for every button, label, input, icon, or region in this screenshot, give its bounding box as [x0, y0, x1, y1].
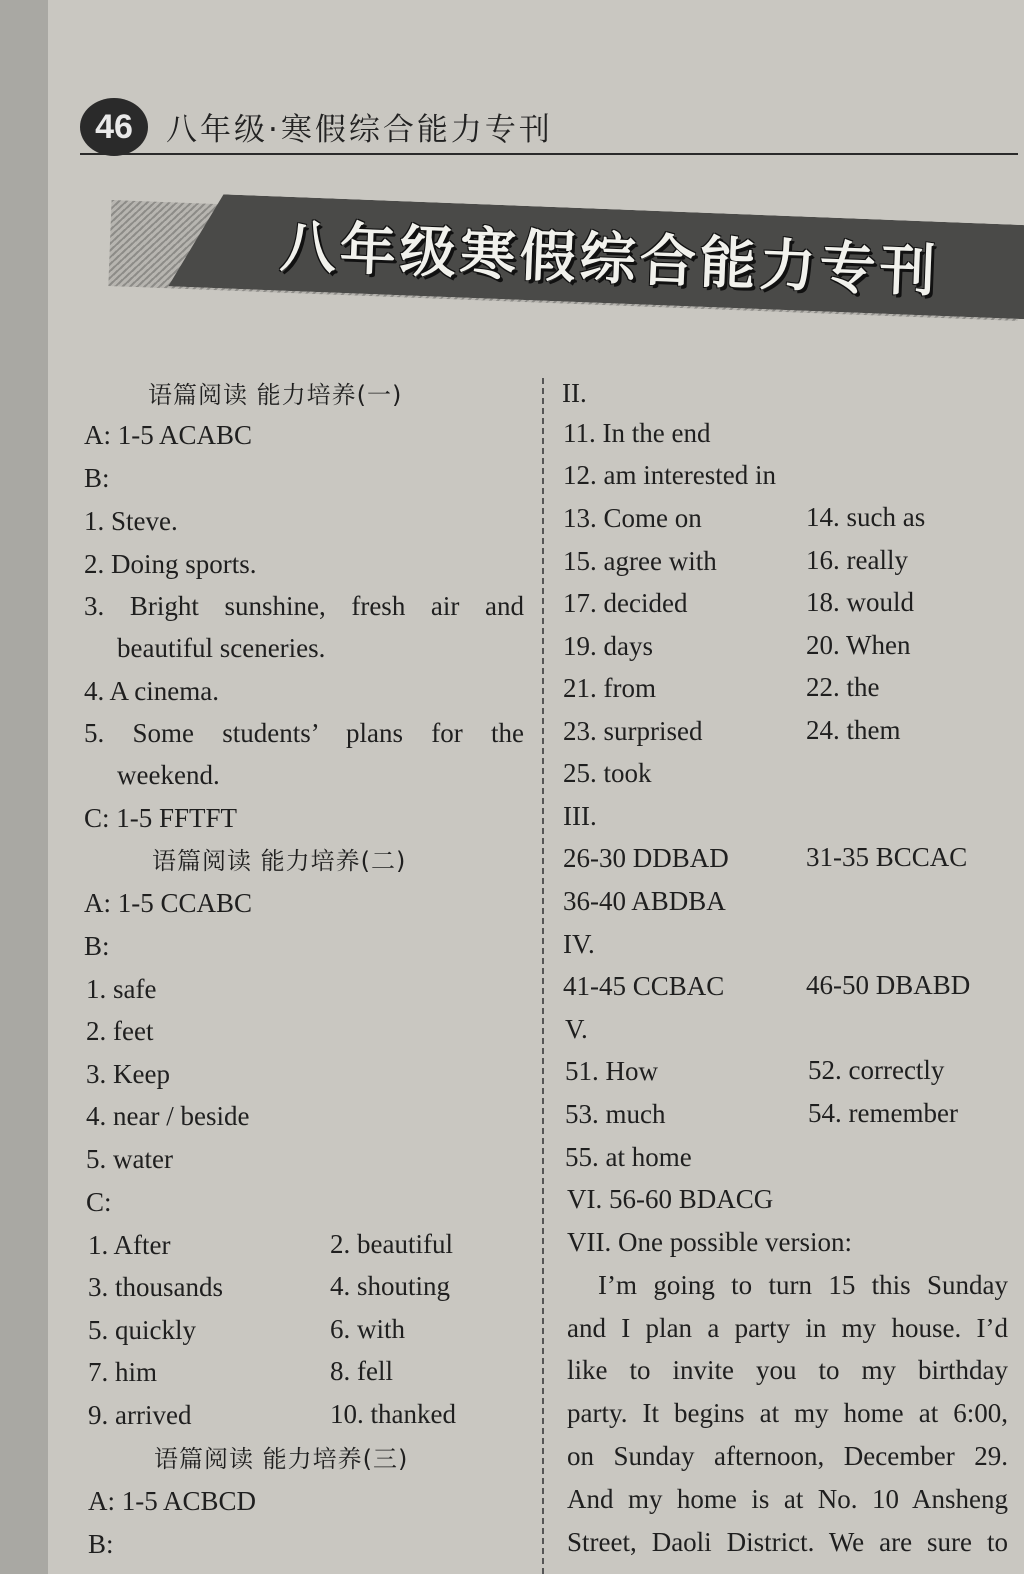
answer-line: 4. A cinema. [84, 676, 219, 706]
header-rule [80, 153, 1018, 155]
section-heading: IV. [563, 929, 595, 959]
answer-line: B: [84, 931, 110, 961]
answer-line: 3. Bright sunshine, fresh air and [84, 591, 524, 621]
page-header [80, 98, 1020, 158]
answer-line: C: 1-5 FFTFT [84, 803, 238, 833]
answer-item: 21. from [563, 673, 656, 703]
answer-item: 24. them [806, 715, 901, 745]
answer-item: 8. fell [330, 1356, 393, 1386]
answer-line: B: [84, 463, 110, 493]
answer-line: 36-40 ABDBA [563, 886, 726, 916]
answer-item: 22. the [806, 672, 880, 702]
answer-line: B: [88, 1529, 114, 1559]
answer-item: 46-50 DBABD [806, 970, 971, 1000]
answer-line: 12. am interested in [563, 460, 776, 490]
banner-title: 八年级寒假综合能力专刊 [278, 214, 941, 305]
answer-item: 41-45 CCBAC [563, 971, 725, 1001]
section-title-1: 语篇阅读 能力培养(一) [148, 381, 403, 409]
section-title-3: 语篇阅读 能力培养(三) [154, 1445, 409, 1473]
answer-item: 3. thousands [88, 1272, 223, 1302]
title-banner [108, 182, 1022, 337]
page-number: 46 [80, 98, 148, 156]
section-title-2: 语篇阅读 能力培养(二) [152, 847, 407, 875]
answer-item: 20. When [806, 630, 911, 660]
section-heading: II. [562, 378, 587, 408]
answer-item: 10. thanked [330, 1399, 456, 1429]
answer-item: 31-35 BCCAC [806, 842, 968, 872]
answer-item: 16. really [806, 545, 908, 575]
answer-item: 13. Come on [563, 503, 702, 533]
answer-item: 53. much [565, 1099, 666, 1129]
answer-line: 2. feet [86, 1016, 154, 1046]
section-heading: VI. 56-60 BDACG [567, 1184, 774, 1214]
answer-item: 51. How [565, 1056, 658, 1086]
essay-line: And my home is at No. 10 Ansheng [567, 1484, 1008, 1514]
answer-item: 18. would [806, 587, 914, 617]
answer-line: A: 1-5 ACBCD [88, 1486, 257, 1516]
answer-line: A: 1-5 ACABC [84, 420, 253, 450]
section-heading: V. [565, 1014, 588, 1044]
header-title: 八年级·寒假综合能力专刊 [166, 112, 553, 148]
answer-line: 5. water [86, 1144, 173, 1174]
answer-line: 11. In the end [563, 418, 711, 448]
answer-item: 17. decided [563, 588, 688, 618]
answer-item: 14. such as [806, 502, 926, 532]
answer-line: 55. at home [565, 1142, 692, 1172]
page-edge-shadow [0, 0, 48, 1574]
answer-item: 54. remember [808, 1098, 958, 1128]
answer-line: A: 1-5 CCABC [84, 888, 253, 918]
answer-line: 4. near / beside [86, 1101, 250, 1131]
answer-item: 6. with [330, 1314, 406, 1344]
essay-line: Street, Daoli District. We are sure to [567, 1527, 1008, 1557]
essay-line: on Sunday afternoon, December 29. [567, 1441, 1008, 1471]
answer-line: 3. Keep [86, 1059, 170, 1089]
answer-item: 1. After [88, 1230, 171, 1260]
answer-item: 23. surprised [563, 716, 703, 746]
answer-line: weekend. [117, 760, 220, 790]
essay-line: and I plan a party in my house. I’d [567, 1313, 1008, 1343]
answer-item: 4. shouting [330, 1271, 451, 1301]
answer-item: 52. correctly [808, 1055, 945, 1085]
essay-line: I’m going to turn 15 this Sunday [598, 1270, 1008, 1300]
answer-line: C: [86, 1187, 112, 1217]
answer-line: 5. Some students’ plans for the [84, 718, 524, 748]
essay-line: like to invite you to my birthday [567, 1355, 1008, 1385]
answer-item: 9. arrived [88, 1400, 192, 1430]
answer-item: 19. days [563, 631, 653, 661]
answer-item: 2. beautiful [330, 1229, 453, 1259]
answer-line: 2. Doing sports. [84, 549, 257, 579]
answer-item: 15. agree with [563, 546, 717, 576]
answer-line: 1. Steve. [84, 506, 178, 536]
section-heading: VII. One possible version: [567, 1227, 852, 1257]
answer-line: 1. safe [86, 974, 157, 1004]
answer-line: 25. took [563, 758, 652, 788]
answer-item: 7. him [88, 1357, 158, 1387]
answer-item: 5. quickly [88, 1315, 196, 1345]
essay-line: party. It begins at my home at 6:00, [567, 1398, 1008, 1428]
answer-item: 26-30 DDBAD [563, 843, 729, 873]
answer-line: beautiful sceneries. [117, 633, 326, 663]
column-divider [542, 378, 544, 1574]
section-heading: III. [563, 801, 597, 831]
